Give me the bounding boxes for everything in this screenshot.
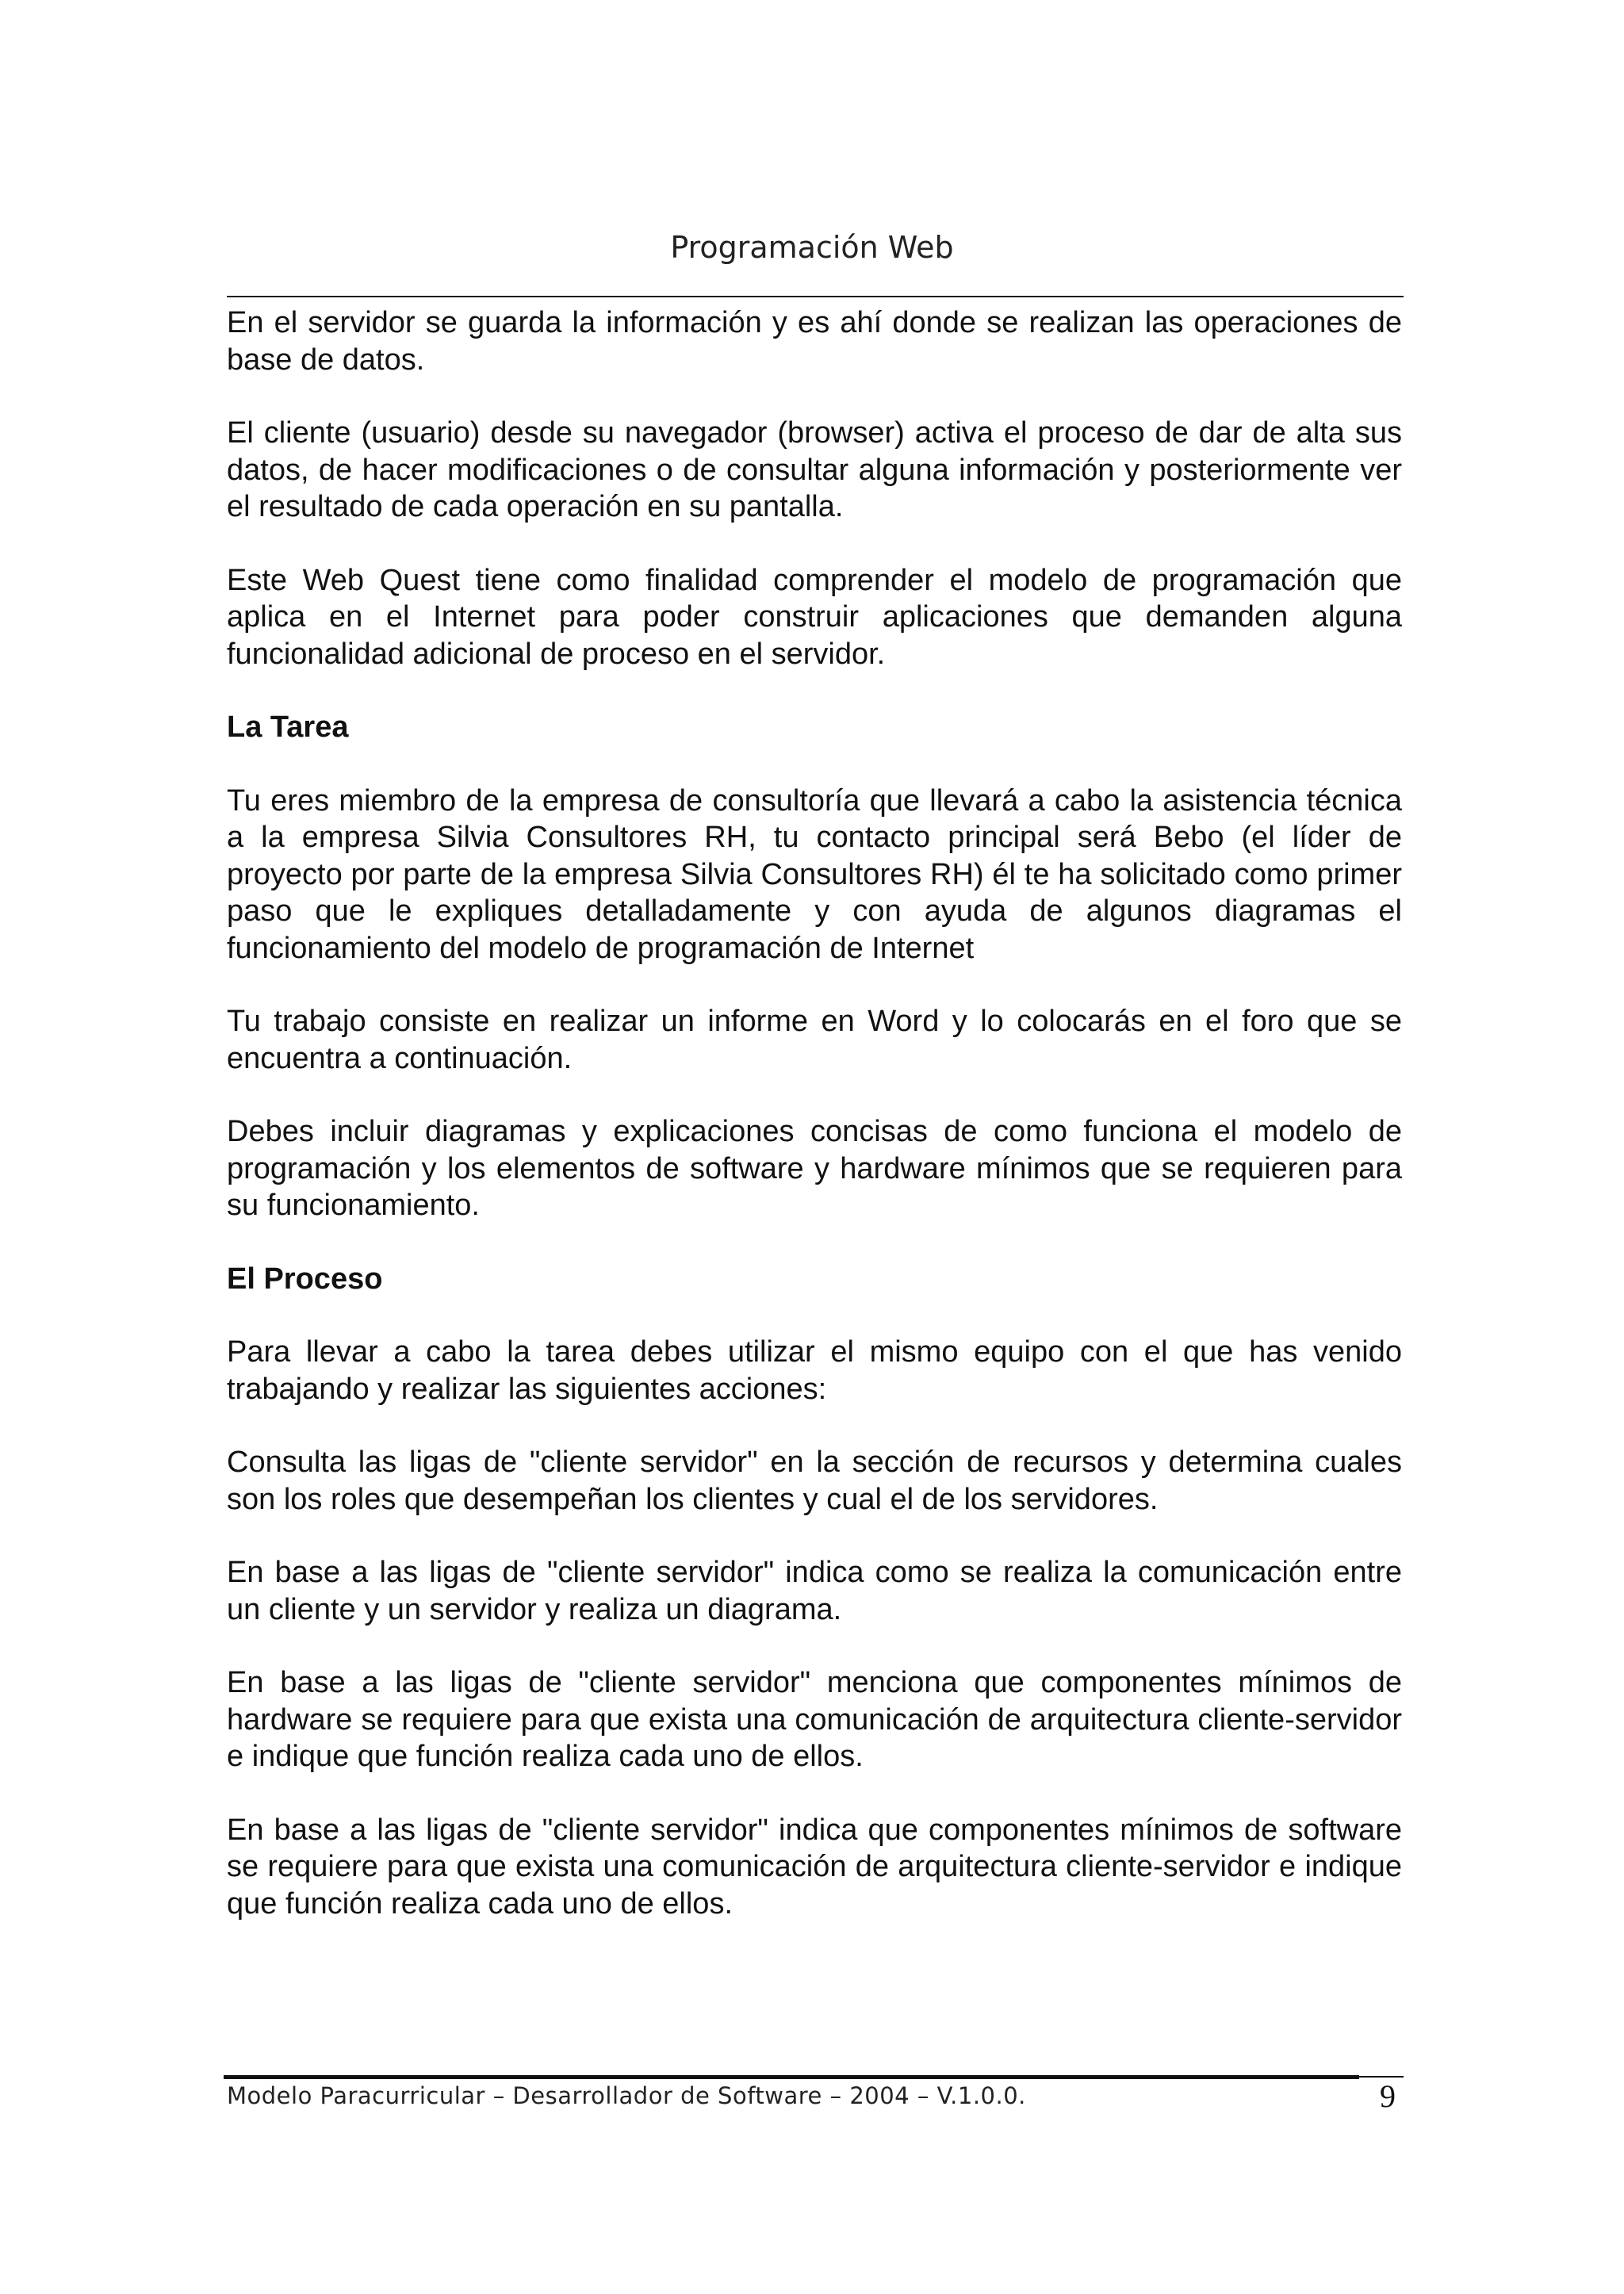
paragraph-roles: Consulta las ligas de "cliente servidor" en la sección de recursos y determina cuales son los roles que desempeñan los clientes y cual el de los servidores. [227,1446,1402,1516]
running-header: Programación Web [670,230,954,265]
running-footer: Modelo Paracurricular – Desarrollador de Software – 2004 – V.1.0.0. [227,2082,1026,2109]
paragraph-servidor: En el servidor se guarda la información y es ahí donde se realizan las operaciones de base de datos. [227,306,1402,377]
paragraph-software: En base a las ligas de "cliente servidor" indica que componentes mínimos de software se requiere para que exista una comunicación de arquitectura cliente-servidor e indique que función realiza cada uno de ellos. [227,1813,1402,1921]
paragraph-tarea-intro: Tu eres miembro de la empresa de consultoría que llevará a cabo la asistencia técnica a la empresa Silvia Consultores RH, tu contacto principal será Bebo (el líder de proyecto por parte de la empresa Silvia Consultores RH) él te ha solicitado como primer paso que le expliques detalladamente y con ayuda de algunos diagramas el funcionamiento del modelo de programación de Internet [227,783,1402,965]
paragraph-comunicacion: En base a las ligas de "cliente servidor" indica como se realiza la comunicación entre un cliente y un servidor y realiza un diagrama. [227,1556,1402,1626]
footer-rule [224,2075,1359,2079]
paragraph-proceso-intro: Para llevar a cabo la tarea debes utilizar el mismo equipo con el que has venido trabajando y realizar las siguientes acciones: [227,1335,1402,1406]
document-body [227,304,1402,1959]
heading-el-proceso: El Proceso [227,1262,383,1296]
paragraph-cliente: El cliente (usuario) desde su navegador (browser) activa el proceso de dar de alta sus datos, de hacer modificaciones o de consultar alguna información y posteriormente ver el resultado de cada operación en su pantalla. [227,416,1402,523]
paragraph-diagramas: Debes incluir diagramas y explicaciones concisas de como funciona el modelo de programación y los elementos de software y hardware mínimos que se requieren para su funcionamiento. [227,1115,1402,1222]
header-rule [227,296,1404,297]
page-number: 9 [1380,2078,1396,2114]
paragraph-informe: Tu trabajo consiste en realizar un informe en Word y lo colocarás en el foro que se encuentra a continuación. [227,1005,1402,1075]
paragraph-hardware: En base a las ligas de "cliente servidor" menciona que componentes mínimos de hardware se requiere para que exista una comunicación de arquitectura cliente-servidor e indique que función realiza cada uno de ellos. [227,1666,1402,1773]
paragraph-webquest: Este Web Quest tiene como finalidad comprender el modelo de programación que aplica en el Internet para poder construir aplicaciones que demanden alguna funcionalidad adicional de proceso en el servidor. [227,563,1402,671]
heading-la-tarea: La Tarea [227,710,349,744]
